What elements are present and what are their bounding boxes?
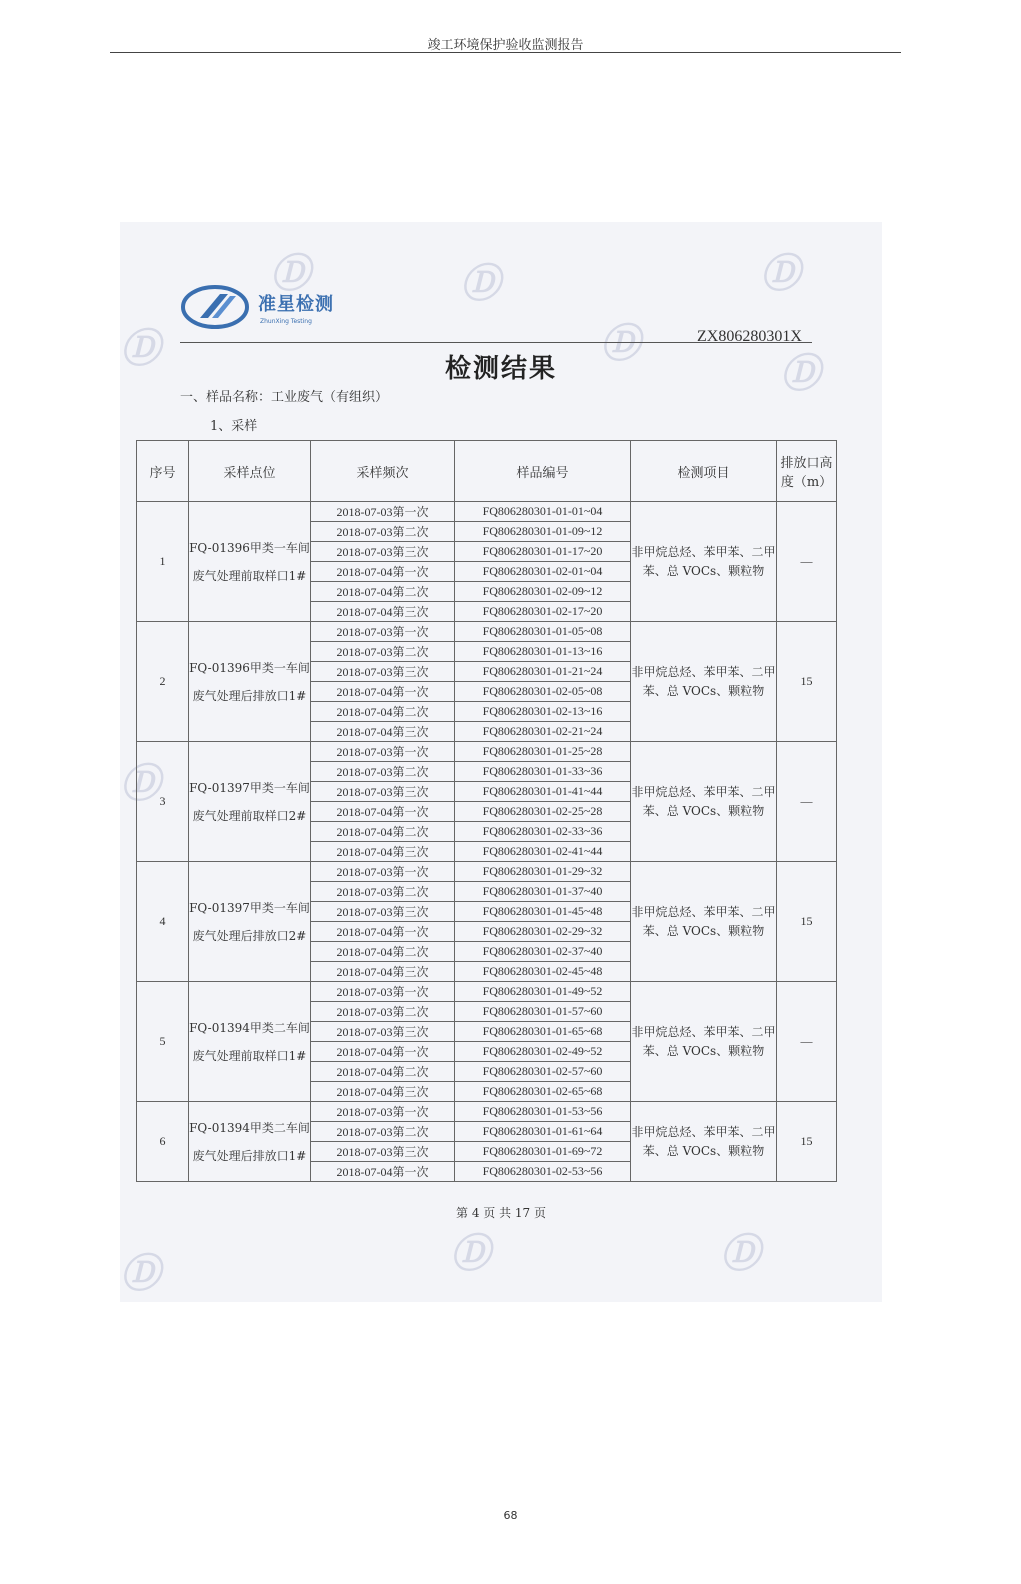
watermark-logo: Ⓓ <box>450 1230 490 1277</box>
cell-frequency: 2018-07-03第二次 <box>311 1002 455 1022</box>
table-row <box>137 862 837 882</box>
cell-frequency: 2018-07-03第一次 <box>311 622 455 642</box>
cell-outlet-height: 15 <box>777 622 837 742</box>
cell-location: FQ-01394甲类二车间废气处理后排放口1# <box>189 1102 311 1182</box>
cell-frequency: 2018-07-04第一次 <box>311 682 455 702</box>
cell-frequency: 2018-07-04第一次 <box>311 1162 455 1182</box>
cell-sample-id: FQ806280301-02-57~60 <box>455 1062 631 1082</box>
scan-page-footer: 第 4 页 共 17 页 <box>456 1206 546 1220</box>
company-logo-text: 准星检测 <box>258 294 334 315</box>
cell-location: FQ-01397甲类一车间废气处理前取样口2# <box>189 742 311 862</box>
cell-sample-id: FQ806280301-01-29~32 <box>455 862 631 882</box>
cell-frequency: 2018-07-03第三次 <box>311 542 455 562</box>
table-body <box>137 502 837 1182</box>
watermark-logo: Ⓓ <box>270 250 310 297</box>
watermark-logo: Ⓓ <box>720 1230 760 1277</box>
cell-sample-id: FQ806280301-01-41~44 <box>455 782 631 802</box>
cell-sample-id: FQ806280301-01-05~08 <box>455 622 631 642</box>
watermark-logo: Ⓓ <box>460 260 500 307</box>
header-rule <box>110 52 901 53</box>
cell-sample-id: FQ806280301-01-45~48 <box>455 902 631 922</box>
watermark-logo: Ⓓ <box>120 325 160 372</box>
cell-location: FQ-01397甲类一车间废气处理后排放口2# <box>189 862 311 982</box>
cell-sample-id: FQ806280301-02-29~32 <box>455 922 631 942</box>
cell-location: FQ-01396甲类一车间废气处理前取样口1# <box>189 502 311 622</box>
cell-sample-id: FQ806280301-02-01~04 <box>455 562 631 582</box>
cell-frequency: 2018-07-03第三次 <box>311 1142 455 1162</box>
cell-frequency: 2018-07-03第三次 <box>311 1022 455 1042</box>
header-outlet-height: 排放口高度（m） <box>777 441 837 502</box>
cell-sample-id: FQ806280301-01-61~64 <box>455 1122 631 1142</box>
cell-frequency: 2018-07-03第一次 <box>311 1102 455 1122</box>
cell-outlet-height: 15 <box>777 862 837 982</box>
cell-frequency: 2018-07-04第三次 <box>311 602 455 622</box>
cell-frequency: 2018-07-03第三次 <box>311 782 455 802</box>
header-seq: 序号 <box>137 441 189 502</box>
cell-sample-id: FQ806280301-01-25~28 <box>455 742 631 762</box>
cell-sample-id: FQ806280301-02-05~08 <box>455 682 631 702</box>
cell-sample-id: FQ806280301-01-33~36 <box>455 762 631 782</box>
cell-sample-id: FQ806280301-01-53~56 <box>455 1102 631 1122</box>
cell-test-items: 非甲烷总烃、苯甲苯、二甲苯、总 VOCs、颗粒物 <box>631 622 777 742</box>
cell-location: FQ-01394甲类二车间废气处理前取样口1# <box>189 982 311 1102</box>
cell-sample-id: FQ806280301-02-37~40 <box>455 942 631 962</box>
watermark-logo: Ⓓ <box>120 760 160 807</box>
header-sample-id: 样品编号 <box>455 441 631 502</box>
cell-outlet-height: 15 <box>777 1102 837 1182</box>
header-location: 采样点位 <box>189 441 311 502</box>
scanned-report-page <box>120 222 882 1302</box>
cell-frequency: 2018-07-04第一次 <box>311 802 455 822</box>
cell-frequency: 2018-07-03第二次 <box>311 522 455 542</box>
cell-frequency: 2018-07-03第二次 <box>311 642 455 662</box>
cell-outlet-height: — <box>777 982 837 1102</box>
table-row <box>137 502 837 522</box>
cell-sample-id: FQ806280301-01-49~52 <box>455 982 631 1002</box>
watermark-logo: Ⓓ <box>780 350 820 397</box>
cell-outlet-height: — <box>777 742 837 862</box>
cell-location: FQ-01396甲类一车间废气处理后排放口1# <box>189 622 311 742</box>
company-logo-subtext: ZhunXing Testing <box>260 318 312 325</box>
letterhead-rule <box>180 342 812 343</box>
cell-sample-id: FQ806280301-02-45~48 <box>455 962 631 982</box>
cell-frequency: 2018-07-04第二次 <box>311 582 455 602</box>
cell-frequency: 2018-07-03第一次 <box>311 502 455 522</box>
cell-test-items: 非甲烷总烃、苯甲苯、二甲苯、总 VOCs、颗粒物 <box>631 742 777 862</box>
page-header: 竣工环境保护验收监测报告 <box>427 38 584 53</box>
section-title: 一、样品名称：工业废气（有组织） <box>180 390 389 405</box>
cell-seq: 5 <box>137 982 189 1102</box>
cell-sample-id: FQ806280301-01-69~72 <box>455 1142 631 1162</box>
cell-sample-id: FQ806280301-01-13~16 <box>455 642 631 662</box>
cell-seq: 2 <box>137 622 189 742</box>
cell-frequency: 2018-07-04第二次 <box>311 822 455 842</box>
cell-test-items: 非甲烷总烃、苯甲苯、二甲苯、总 VOCs、颗粒物 <box>631 982 777 1102</box>
table-row <box>137 1102 837 1122</box>
page-number: 68 <box>503 1509 518 1522</box>
cell-sample-id: FQ806280301-01-65~68 <box>455 1022 631 1042</box>
table-header-row <box>137 441 837 502</box>
cell-seq: 6 <box>137 1102 189 1182</box>
cell-sample-id: FQ806280301-02-25~28 <box>455 802 631 822</box>
cell-test-items: 非甲烷总烃、苯甲苯、二甲苯、总 VOCs、颗粒物 <box>631 862 777 982</box>
cell-sample-id: FQ806280301-02-33~36 <box>455 822 631 842</box>
cell-seq: 4 <box>137 862 189 982</box>
cell-frequency: 2018-07-03第三次 <box>311 902 455 922</box>
cell-frequency: 2018-07-04第三次 <box>311 962 455 982</box>
document-title: 检测结果 <box>444 354 557 384</box>
cell-test-items: 非甲烷总烃、苯甲苯、二甲苯、总 VOCs、颗粒物 <box>631 1102 777 1182</box>
watermark-logo: Ⓓ <box>760 250 800 297</box>
sampling-table <box>136 440 837 1182</box>
cell-sample-id: FQ806280301-01-01~04 <box>455 502 631 522</box>
watermark-logo: Ⓓ <box>600 320 640 367</box>
cell-sample-id: FQ806280301-02-53~56 <box>455 1162 631 1182</box>
watermark-logo: Ⓓ <box>120 1250 160 1297</box>
cell-frequency: 2018-07-04第二次 <box>311 702 455 722</box>
cell-frequency: 2018-07-03第一次 <box>311 862 455 882</box>
report-code: ZX806280301X <box>697 328 802 345</box>
table-row <box>137 982 837 1002</box>
cell-outlet-height: — <box>777 502 837 622</box>
table-row <box>137 622 837 642</box>
cell-frequency: 2018-07-04第三次 <box>311 1082 455 1102</box>
cell-frequency: 2018-07-03第一次 <box>311 742 455 762</box>
cell-sample-id: FQ806280301-01-09~12 <box>455 522 631 542</box>
cell-frequency: 2018-07-04第三次 <box>311 842 455 862</box>
cell-frequency: 2018-07-03第三次 <box>311 662 455 682</box>
header-frequency: 采样频次 <box>311 441 455 502</box>
cell-sample-id: FQ806280301-01-37~40 <box>455 882 631 902</box>
cell-frequency: 2018-07-03第二次 <box>311 882 455 902</box>
cell-sample-id: FQ806280301-02-65~68 <box>455 1082 631 1102</box>
cell-test-items: 非甲烷总烃、苯甲苯、二甲苯、总 VOCs、颗粒物 <box>631 502 777 622</box>
cell-sample-id: FQ806280301-02-13~16 <box>455 702 631 722</box>
cell-sample-id: FQ806280301-01-17~20 <box>455 542 631 562</box>
header-test-items: 检测项目 <box>631 441 777 502</box>
cell-frequency: 2018-07-04第三次 <box>311 722 455 742</box>
cell-sample-id: FQ806280301-01-21~24 <box>455 662 631 682</box>
cell-sample-id: FQ806280301-02-21~24 <box>455 722 631 742</box>
cell-frequency: 2018-07-04第一次 <box>311 922 455 942</box>
cell-frequency: 2018-07-04第一次 <box>311 562 455 582</box>
cell-seq: 1 <box>137 502 189 622</box>
cell-frequency: 2018-07-04第二次 <box>311 942 455 962</box>
cell-frequency: 2018-07-03第一次 <box>311 982 455 1002</box>
cell-frequency: 2018-07-04第一次 <box>311 1042 455 1062</box>
cell-sample-id: FQ806280301-02-49~52 <box>455 1042 631 1062</box>
cell-sample-id: FQ806280301-02-09~12 <box>455 582 631 602</box>
cell-frequency: 2018-07-03第二次 <box>311 1122 455 1142</box>
subsection-title: 1、采样 <box>210 419 258 434</box>
table-row <box>137 742 837 762</box>
cell-sample-id: FQ806280301-02-41~44 <box>455 842 631 862</box>
cell-sample-id: FQ806280301-02-17~20 <box>455 602 631 622</box>
cell-frequency: 2018-07-04第二次 <box>311 1062 455 1082</box>
cell-frequency: 2018-07-03第二次 <box>311 762 455 782</box>
cell-seq: 3 <box>137 742 189 862</box>
cell-sample-id: FQ806280301-01-57~60 <box>455 1002 631 1022</box>
company-logo-icon <box>180 284 250 330</box>
